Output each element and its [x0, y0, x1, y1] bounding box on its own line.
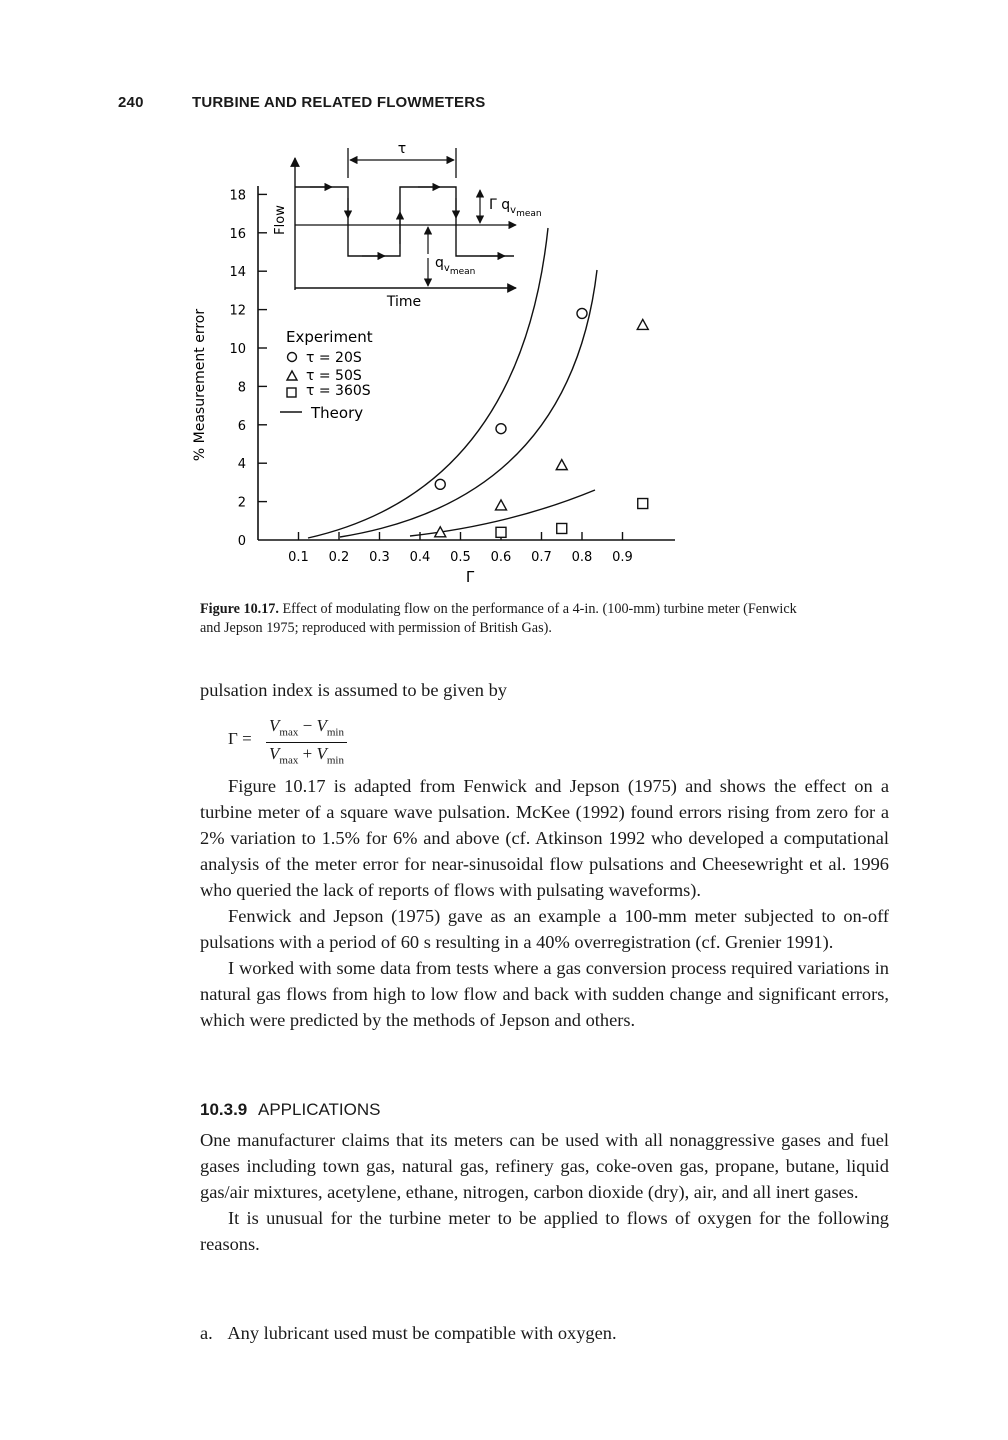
y-tick-label: 4: [237, 457, 246, 473]
y-ticks: [229, 188, 267, 549]
eq-fraction: [266, 716, 347, 772]
y-tick-label: 14: [229, 265, 246, 281]
body-block-1: [200, 773, 889, 1033]
data-point-triangle: [637, 319, 648, 329]
legend-square-marker: [287, 388, 296, 397]
section-heading: [200, 1100, 381, 1120]
data-points: [435, 308, 649, 537]
inset-flow-label: Flow: [273, 205, 288, 235]
y-tick-label: 12: [229, 303, 246, 319]
list-item-a: [200, 1320, 889, 1346]
x-tick-label: 0.4: [409, 550, 431, 565]
data-point-triangle: [556, 460, 567, 470]
figure-10-17-chart: [180, 140, 700, 590]
x-tick-label: 0.5: [450, 550, 471, 565]
y-tick-label: 18: [229, 188, 246, 204]
data-point-circle: [435, 479, 445, 489]
legend-entry-50s: τ = 50S: [306, 368, 362, 384]
section-number: 10.3.9: [200, 1100, 248, 1119]
data-point-square: [557, 523, 567, 533]
x-tick-label: 0.6: [490, 550, 512, 565]
inset-time-label: Time: [386, 294, 422, 310]
amplitude-label: Γ $q_{vmean}$: [489, 197, 542, 219]
section-title: APPLICATIONS: [258, 1100, 381, 1119]
figure-caption: [200, 600, 800, 637]
legend-triangle-marker: [287, 371, 297, 380]
caption-label: Figure 10.17.: [200, 601, 279, 617]
legend-theory: Theory: [311, 404, 364, 422]
pulsation-equation: [228, 716, 428, 766]
y-tick-label: 10: [229, 342, 246, 357]
list-text: Any lubricant used must be compatible with oxygen.: [227, 1323, 617, 1343]
x-tick-label: 0.1: [288, 550, 309, 565]
legend-entry-20s: τ = 20S: [306, 350, 362, 366]
x-axis-label: Γ: [465, 568, 475, 586]
y-tick-label: 8: [237, 380, 246, 396]
legend-title: Experiment: [286, 328, 373, 346]
inset-diagram: [273, 141, 542, 310]
x-tick-label: 0.3: [369, 550, 390, 565]
paragraph-3: I worked with some data from tests where a gas conversion process required variations in natural gas flows from high to low flow and back with sudden change and significant errors, which were predicted by the methods of Jepson and others.: [200, 958, 889, 1030]
x-ticks: [288, 532, 633, 565]
data-point-triangle: [496, 500, 507, 510]
paragraph-5: It is unusual for the turbine meter to be applied to flows of oxygen for the following reasons.: [200, 1208, 889, 1254]
list-marker: a.: [200, 1323, 213, 1343]
legend: [280, 328, 373, 422]
running-title: TURBINE AND RELATED FLOWMETERS: [192, 94, 486, 111]
data-point-square: [638, 499, 648, 509]
paragraph-4: One manufacturer claims that its meters can be used with all nonaggressive gases and fuel gases including town gas, natural gas, refinery gas, coke-oven gas, propane, butane, liquid gas/air mixtures, acetylene, ethane, nitrogen, carbon dioxide (dry), air, and all inert gases.: [200, 1130, 889, 1202]
period-label: τ: [397, 141, 407, 157]
y-tick-label: 6: [237, 418, 246, 434]
x-tick-label: 0.8: [571, 550, 593, 565]
intro-line: pulsation index is assumed to be given by: [200, 680, 507, 700]
legend-entry-360s: τ = 360S: [306, 383, 371, 399]
square-wave: [295, 187, 514, 256]
data-point-circle: [496, 424, 506, 434]
x-tick-label: 0.9: [612, 550, 633, 565]
x-tick-label: 0.7: [531, 550, 552, 565]
x-tick-label: 0.2: [328, 550, 350, 565]
paragraph-2: Fenwick and Jepson (1975) gave as an example a 100-mm meter subjected to on-off pulsations with a period of 60 s resulting in a 40% overregistration (cf. Grenier 1991).: [200, 906, 889, 952]
theory-curve-50s: [340, 270, 597, 537]
mean-label: $q_{vmean}$: [435, 255, 476, 277]
paragraph-1: Figure 10.17 is adapted from Fenwick and Jepson (1975) and shows the effect on a turbine meter of a square wave pulsation. McKee (1992) found errors rising from zero for a 2% variation to 1.5% for 6% and above (cf. Atkinson 1992 who developed a computational analysis of the meter error for near-sinusoidal flow pulsations and Cheesewright et al. 1996 who queried the lack of reports of flows with pulsating waveforms).: [200, 776, 889, 900]
legend-circle-marker: [288, 353, 297, 362]
page-number: 240: [118, 94, 144, 111]
y-tick-label: 16: [229, 226, 246, 242]
eq-numerator: $V_{max} - V_{min}$: [266, 716, 347, 743]
y-tick-label: 0: [237, 534, 246, 549]
y-axis-label: % Measurement error: [192, 308, 208, 462]
data-point-circle: [577, 308, 587, 318]
caption-text: Effect of modulating flow on the performance of a 4-in. (100-mm) turbine meter (Fenwick and Jepson 1975; reproduced with permission of British Gas).: [200, 601, 797, 636]
data-point-square: [496, 527, 506, 537]
eq-denominator: $V_{max} + V_{min}$: [269, 744, 344, 767]
body-block-2: [200, 1127, 889, 1257]
eq-lhs: Γ =: [228, 729, 252, 748]
y-tick-label: 2: [237, 495, 246, 511]
